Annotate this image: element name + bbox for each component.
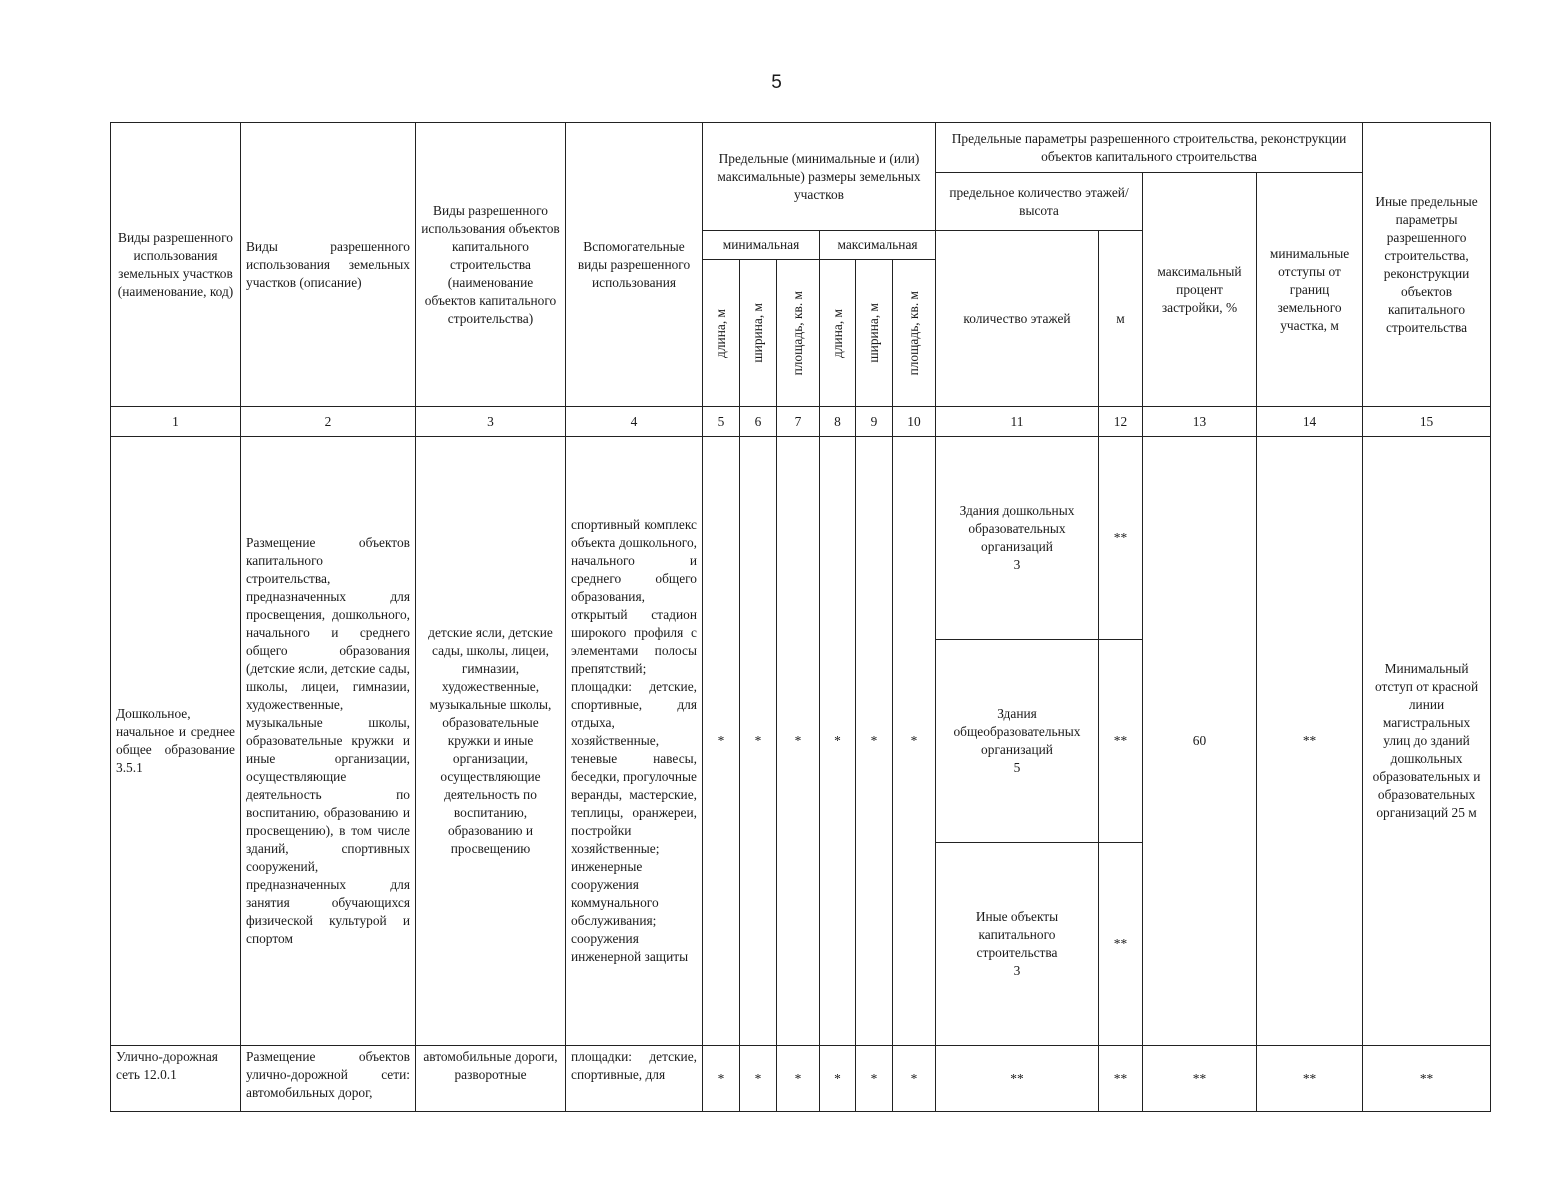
min-setback-cell: ** — [1257, 1046, 1363, 1112]
column-number: 10 — [893, 407, 936, 437]
column-number: 15 — [1363, 407, 1491, 437]
table-row — [111, 1046, 1491, 1112]
size-cell: * — [893, 437, 936, 1046]
column-number: 5 — [703, 407, 740, 437]
size-cell: * — [740, 437, 777, 1046]
floors-cell: Здания общеобразовательных организаций 5 — [936, 640, 1099, 843]
header-landuse-description: Виды разрешенного использования земельных участков (описание) — [241, 123, 416, 407]
height-cell: ** — [1099, 640, 1143, 843]
max-percent-cell: ** — [1143, 1046, 1257, 1112]
header-min-width: ширина, м — [740, 260, 777, 407]
column-number-row — [111, 407, 1491, 437]
header-auxiliary-uses: Вспомогательные виды разрешенного использования — [566, 123, 703, 407]
height-cell: ** — [1099, 843, 1143, 1046]
header-max-width: ширина, м — [856, 260, 893, 407]
landuse-description-cell: Размещение объектов улично-дорожной сети: автомобильных дорог, — [241, 1046, 416, 1112]
header-min-setback: минимальные отступы от границ земельного участка, м — [1257, 173, 1363, 407]
size-cell: * — [856, 1046, 893, 1112]
header-max-percent: максимальный процент застройки, % — [1143, 173, 1257, 407]
floors-cell: Иные объекты капитального строительства 3 — [936, 843, 1099, 1046]
header-min-area: площадь, кв. м — [777, 260, 820, 407]
other-params-cell: ** — [1363, 1046, 1491, 1112]
header-other-params: Иные предельные параметры разрешенного строительства, реконструкции объектов капитального строительства — [1363, 123, 1491, 407]
column-number: 12 — [1099, 407, 1143, 437]
header-landuse-name: Виды разрешенного использования земельных участков (наименование, код) — [111, 123, 241, 407]
size-cell: * — [777, 1046, 820, 1112]
size-cell: * — [820, 437, 856, 1046]
header-construction-objects: Виды разрешенного использования объектов капитального строительства (наименование объектов капитального строительства) — [416, 123, 566, 407]
max-percent-cell: 60 — [1143, 437, 1257, 1046]
size-cell: * — [703, 1046, 740, 1112]
header-construction-params: Предельные параметры разрешенного строительства, реконструкции объектов капитального строительства — [936, 123, 1363, 173]
column-number: 9 — [856, 407, 893, 437]
auxiliary-uses-cell: спортивный комплекс объекта дошкольного, начального и среднего общего образования, открытый стадион широкого профиля с элементами полосы препятствий; площадки: детские, спортивные, для отдыха, хозяйственные, теневые навесы, беседки, прогулочные веранды, мастерские, теплицы, оранжереи, постройки хозяйственные; инженерные сооружения коммунального обслуживания; сооружения инженерной защиты — [566, 437, 703, 1046]
header-row — [111, 123, 1491, 173]
size-cell: * — [703, 437, 740, 1046]
size-cell: * — [893, 1046, 936, 1112]
column-number: 14 — [1257, 407, 1363, 437]
column-number: 8 — [820, 407, 856, 437]
header-floors-height: предельное количество этажей/высота — [936, 173, 1143, 231]
size-cell: * — [856, 437, 893, 1046]
page-number: 5 — [771, 72, 782, 93]
column-number: 11 — [936, 407, 1099, 437]
size-cell: * — [820, 1046, 856, 1112]
zoning-parameters-table — [110, 122, 1491, 1112]
column-number: 4 — [566, 407, 703, 437]
size-cell: * — [740, 1046, 777, 1112]
column-number: 7 — [777, 407, 820, 437]
landuse-name-cell: Дошкольное, начальное и среднее общее образование 3.5.1 — [111, 437, 241, 1046]
column-number: 13 — [1143, 407, 1257, 437]
column-number: 6 — [740, 407, 777, 437]
column-number: 1 — [111, 407, 241, 437]
header-minimal: минимальная — [703, 231, 820, 260]
landuse-description-cell: Размещение объектов капитального строительства, предназначенных для просвещения, дошкольного, начального и среднего общего образования (детские ясли, детские сады, школы, лицеи, гимназии, художественные, музыкальные школы, образовательные кружки и иные организации, осуществляющие деятельность по воспитанию, образованию и просвещению), в том числе зданий, спортивных сооружений, предназначенных для занятия обучающихся физической культурой и спортом — [241, 437, 416, 1046]
height-cell: ** — [1099, 437, 1143, 640]
landuse-name-cell: Улично-дорожная сеть 12.0.1 — [111, 1046, 241, 1112]
header-plot-sizes: Предельные (минимальные и (или) максимальные) размеры земельных участков — [703, 123, 936, 231]
column-number: 3 — [416, 407, 566, 437]
header-meters: м — [1099, 231, 1143, 407]
auxiliary-uses-cell: площадки: детские, спортивные, для — [566, 1046, 703, 1112]
table-row — [111, 437, 1491, 640]
header-floors-count: количество этажей — [936, 231, 1099, 407]
min-setback-cell: ** — [1257, 437, 1363, 1046]
header-max-area: площадь, кв. м — [893, 260, 936, 407]
floors-cell: ** — [936, 1046, 1099, 1112]
other-params-cell: Минимальный отступ от красной линии магистральных улиц до зданий дошкольных образовательных и образовательных организаций 25 м — [1363, 437, 1491, 1046]
column-number: 2 — [241, 407, 416, 437]
height-cell: ** — [1099, 1046, 1143, 1112]
size-cell: * — [777, 437, 820, 1046]
floors-cell: Здания дошкольных образовательных организаций 3 — [936, 437, 1099, 640]
construction-objects-cell: автомобильные дороги, разворотные — [416, 1046, 566, 1112]
header-min-length: длина, м — [703, 260, 740, 407]
header-max-length: длина, м — [820, 260, 856, 407]
header-maximal: максимальная — [820, 231, 936, 260]
construction-objects-cell: детские ясли, детские сады, школы, лицеи, гимназии, художественные, музыкальные школы, образовательные кружки и иные организации, осуществляющие деятельность по воспитанию, образованию и просвещению — [416, 437, 566, 1046]
